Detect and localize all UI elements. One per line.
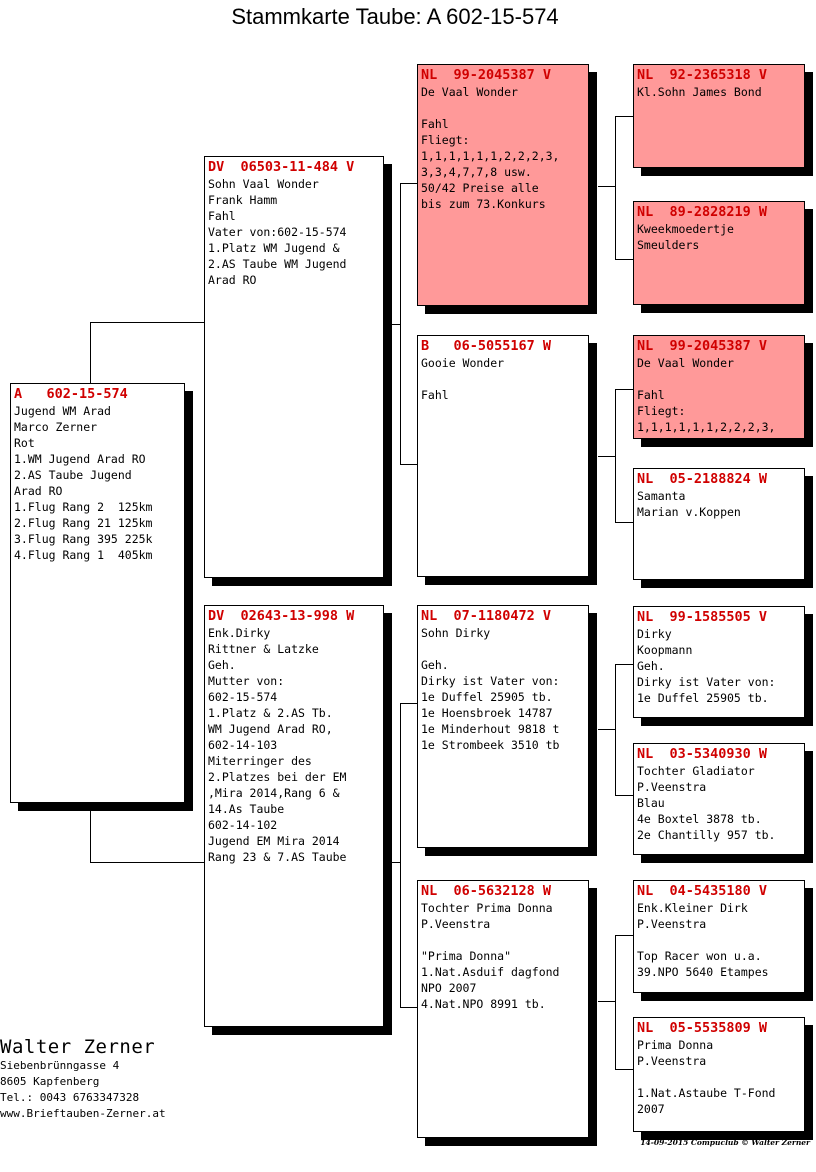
- connector-line: [615, 389, 633, 390]
- pedigree-card-sire-dam: [417, 335, 589, 577]
- card-line: [421, 371, 585, 387]
- card-line: 39.NPO 5640 Etampes: [637, 965, 769, 979]
- card-line: 1.WM Jugend Arad RO: [14, 452, 146, 466]
- card-line: Samanta: [637, 489, 686, 503]
- page-title: Stammkarte Taube: A 602-15-574: [231, 4, 559, 29]
- card-line: [421, 932, 585, 948]
- card-line: Enk.Kleiner Dirk: [637, 901, 748, 915]
- connector-line: [615, 116, 633, 117]
- card-line: Rot: [14, 436, 35, 450]
- card-line: 602-14-102: [208, 818, 278, 832]
- card-line: 2.AS Taube WM Jugend: [208, 257, 347, 271]
- card-line: Sohn Vaal Wonder: [208, 177, 319, 191]
- pedigree-card-dam-dam: [417, 880, 589, 1138]
- card-line: 1.Platz WM Jugend &: [208, 241, 340, 255]
- card-line: Rittner & Latzke: [208, 642, 319, 656]
- connector-line: [615, 664, 616, 796]
- card-line: [421, 641, 585, 657]
- connector-line: [615, 935, 616, 1070]
- card-line: Fahl: [208, 209, 236, 223]
- card-line: 3,3,4,7,7,8 usw.: [421, 165, 532, 179]
- breeder-phone: Tel.: 0043 6763347328: [0, 1091, 140, 1104]
- card-line: 1,1,1,1,1,1,2,2,2,3,: [637, 420, 776, 434]
- card-line: P.Veenstra: [421, 917, 491, 931]
- connector-line: [400, 703, 417, 704]
- card-line: Geh.: [637, 659, 665, 673]
- card-line: Fahl: [421, 117, 449, 131]
- card-line: Prima Donna: [637, 1038, 714, 1052]
- card-line: Fahl: [421, 388, 449, 402]
- card-line: Koopmann: [637, 643, 693, 657]
- breeder-website: www.Brieftauben-Zerner.at: [0, 1107, 166, 1120]
- card-line: Dirky: [637, 627, 672, 641]
- pedigree-card-fmf: [633, 335, 805, 439]
- card-line: Geh.: [421, 658, 449, 672]
- ring-number: NL 06-5632128 W: [421, 883, 552, 899]
- connector-line: [400, 183, 417, 184]
- ring-number: DV 06503-11-484 V: [208, 159, 355, 175]
- card-line: Rang 23 & 7.AS Taube: [208, 850, 347, 864]
- connector-line: [400, 703, 401, 1007]
- connector-line: [90, 810, 91, 863]
- breeder-name: Walter Zerner: [0, 1036, 156, 1058]
- connector-line: [615, 935, 633, 936]
- card-line: 4e Boxtel 3878 tb.: [637, 812, 762, 826]
- connector-line: [598, 1001, 615, 1002]
- connector-line: [615, 1069, 633, 1070]
- card-line: Fahl: [637, 388, 665, 402]
- card-line: ,Mira 2014,Rang 6 &: [208, 786, 340, 800]
- card-line: Vater von:602-15-574: [208, 225, 347, 239]
- ring-number: A 602-15-574: [14, 386, 128, 402]
- connector-line: [615, 795, 633, 796]
- card-line: [637, 1069, 801, 1085]
- ring-number: NL 89-2828219 W: [637, 204, 768, 220]
- card-line: 1.Nat.Asduif dagfond: [421, 965, 560, 979]
- ring-number: NL 05-5535809 W: [637, 1020, 768, 1036]
- connector-line: [400, 464, 417, 465]
- connector-line: [90, 862, 204, 863]
- card-line: 1e Hoensbroek 14787: [421, 706, 553, 720]
- pedigree-card-root: [10, 383, 185, 803]
- connector-line: [90, 322, 204, 323]
- connector-line: [598, 729, 615, 730]
- card-line: 1.Flug Rang 2 125km: [14, 500, 153, 514]
- card-line: 14.As Taube: [208, 802, 285, 816]
- card-line: 1e Duffel 25905 tb.: [421, 690, 553, 704]
- ring-number: B 06-5055167 W: [421, 338, 552, 354]
- connector-line: [615, 664, 633, 665]
- card-line: P.Veenstra: [637, 1054, 707, 1068]
- breeder-info: [0, 1036, 166, 1122]
- ring-number: NL 07-1180472 V: [421, 608, 552, 624]
- connector-line: [615, 259, 633, 260]
- pedigree-card-mff: [633, 606, 805, 718]
- footer-credit: 14-09-2015 Compuclub © Walter Zerner: [640, 1138, 810, 1147]
- connector-line: [90, 322, 91, 384]
- pedigree-card-fmm: [633, 468, 805, 580]
- card-line: 50/42 Preise alle: [421, 181, 539, 195]
- pedigree-card-father: [204, 156, 384, 578]
- connector-line: [598, 186, 615, 187]
- card-line: P.Veenstra: [637, 917, 707, 931]
- card-line: Frank Hamm: [208, 193, 278, 207]
- card-line: P.Veenstra: [637, 780, 707, 794]
- card-line: Tochter Gladiator: [637, 764, 755, 778]
- card-line: Smeulders: [637, 238, 700, 252]
- card-line: Sohn Dirky: [421, 626, 491, 640]
- card-line: 1.Platz & 2.AS Tb.: [208, 706, 333, 720]
- card-line: 1.Nat.Astaube T-Fond: [637, 1086, 776, 1100]
- card-line: Dirky ist Vater von:: [421, 674, 560, 688]
- ring-number: DV 02643-13-998 W: [208, 608, 355, 624]
- card-line: Kl.Sohn James Bond: [637, 85, 762, 99]
- pedigree-card-ffm: [633, 201, 805, 305]
- card-line: 1e Duffel 25905 tb.: [637, 691, 769, 705]
- connector-line: [400, 1007, 417, 1008]
- card-line: bis zum 73.Konkurs: [421, 197, 546, 211]
- pedigree-card-mother: [204, 605, 384, 1027]
- card-line: 2.Platzes bei der EM: [208, 770, 347, 784]
- card-line: NPO 2007: [421, 981, 477, 995]
- card-line: Jugend WM Arad: [14, 404, 111, 418]
- ring-number: NL 92-2365318 V: [637, 67, 768, 83]
- ring-number: NL 99-2045387 V: [637, 338, 768, 354]
- card-line: Top Racer won u.a.: [637, 949, 762, 963]
- connector-line: [384, 324, 400, 325]
- card-line: Jugend EM Mira 2014: [208, 834, 340, 848]
- card-line: 4.Nat.NPO 8991 tb.: [421, 997, 546, 1011]
- card-line: De Vaal Wonder: [421, 85, 518, 99]
- breeder-city: 8605 Kapfenberg: [0, 1075, 100, 1088]
- connector-line: [615, 522, 633, 523]
- card-line: 2.AS Taube Jugend: [14, 468, 132, 482]
- connector-line: [615, 116, 616, 260]
- ring-number: NL 05-2188824 W: [637, 471, 768, 487]
- connector-line: [615, 389, 616, 523]
- pedigree-card-mfm: [633, 743, 805, 855]
- card-line: De Vaal Wonder: [637, 356, 734, 370]
- pedigree-card-fff: [633, 64, 805, 168]
- connector-line: [400, 183, 401, 464]
- card-line: 602-14-103: [208, 738, 278, 752]
- pedigree-card-mmm: [633, 1017, 805, 1132]
- connector-line: [598, 456, 615, 457]
- card-line: Mutter von:: [208, 674, 285, 688]
- card-line: 2.Flug Rang 21 125km: [14, 516, 153, 530]
- card-line: "Prima Donna": [421, 949, 512, 963]
- card-line: Fliegt:: [637, 404, 686, 418]
- card-line: Arad RO: [208, 273, 257, 287]
- pedigree-card-dam-sire: [417, 605, 589, 848]
- card-line: Miterringer des: [208, 754, 312, 768]
- card-line: [421, 100, 585, 116]
- card-line: Gooie Wonder: [421, 356, 505, 370]
- card-line: [637, 932, 801, 948]
- ring-number: NL 99-2045387 V: [421, 67, 552, 83]
- ring-number: NL 03-5340930 W: [637, 746, 768, 762]
- card-line: Arad RO: [14, 484, 63, 498]
- card-line: 2007: [637, 1102, 665, 1116]
- card-line: WM Jugend Arad RO,: [208, 722, 333, 736]
- card-line: Marian v.Koppen: [637, 505, 741, 519]
- connector-line: [384, 862, 400, 863]
- card-line: Blau: [637, 796, 665, 810]
- card-line: 1e Strombeek 3510 tb: [421, 738, 560, 752]
- card-line: 1e Minderhout 9818 t: [421, 722, 560, 736]
- pedigree-card-mmf: [633, 880, 805, 993]
- card-line: Fliegt:: [421, 133, 470, 147]
- card-line: 1,1,1,1,1,1,2,2,2,3,: [421, 149, 560, 163]
- card-line: Kweekmoedertje: [637, 222, 734, 236]
- card-line: 2e Chantilly 957 tb.: [637, 828, 776, 842]
- card-line: Enk.Dirky: [208, 626, 271, 640]
- card-line: Tochter Prima Donna: [421, 901, 553, 915]
- card-line: [637, 371, 801, 387]
- ring-number: NL 04-5435180 V: [637, 883, 768, 899]
- pedigree-card-sire-sire: [417, 64, 589, 306]
- card-line: Marco Zerner: [14, 420, 98, 434]
- card-line: Geh.: [208, 658, 236, 672]
- breeder-street: Siebenbrünngasse 4: [0, 1059, 120, 1072]
- ring-number: NL 99-1585505 V: [637, 609, 768, 625]
- card-line: 4.Flug Rang 1 405km: [14, 548, 153, 562]
- card-line: Dirky ist Vater von:: [637, 675, 776, 689]
- card-line: 3.Flug Rang 395 225k: [14, 532, 153, 546]
- card-line: 602-15-574: [208, 690, 278, 704]
